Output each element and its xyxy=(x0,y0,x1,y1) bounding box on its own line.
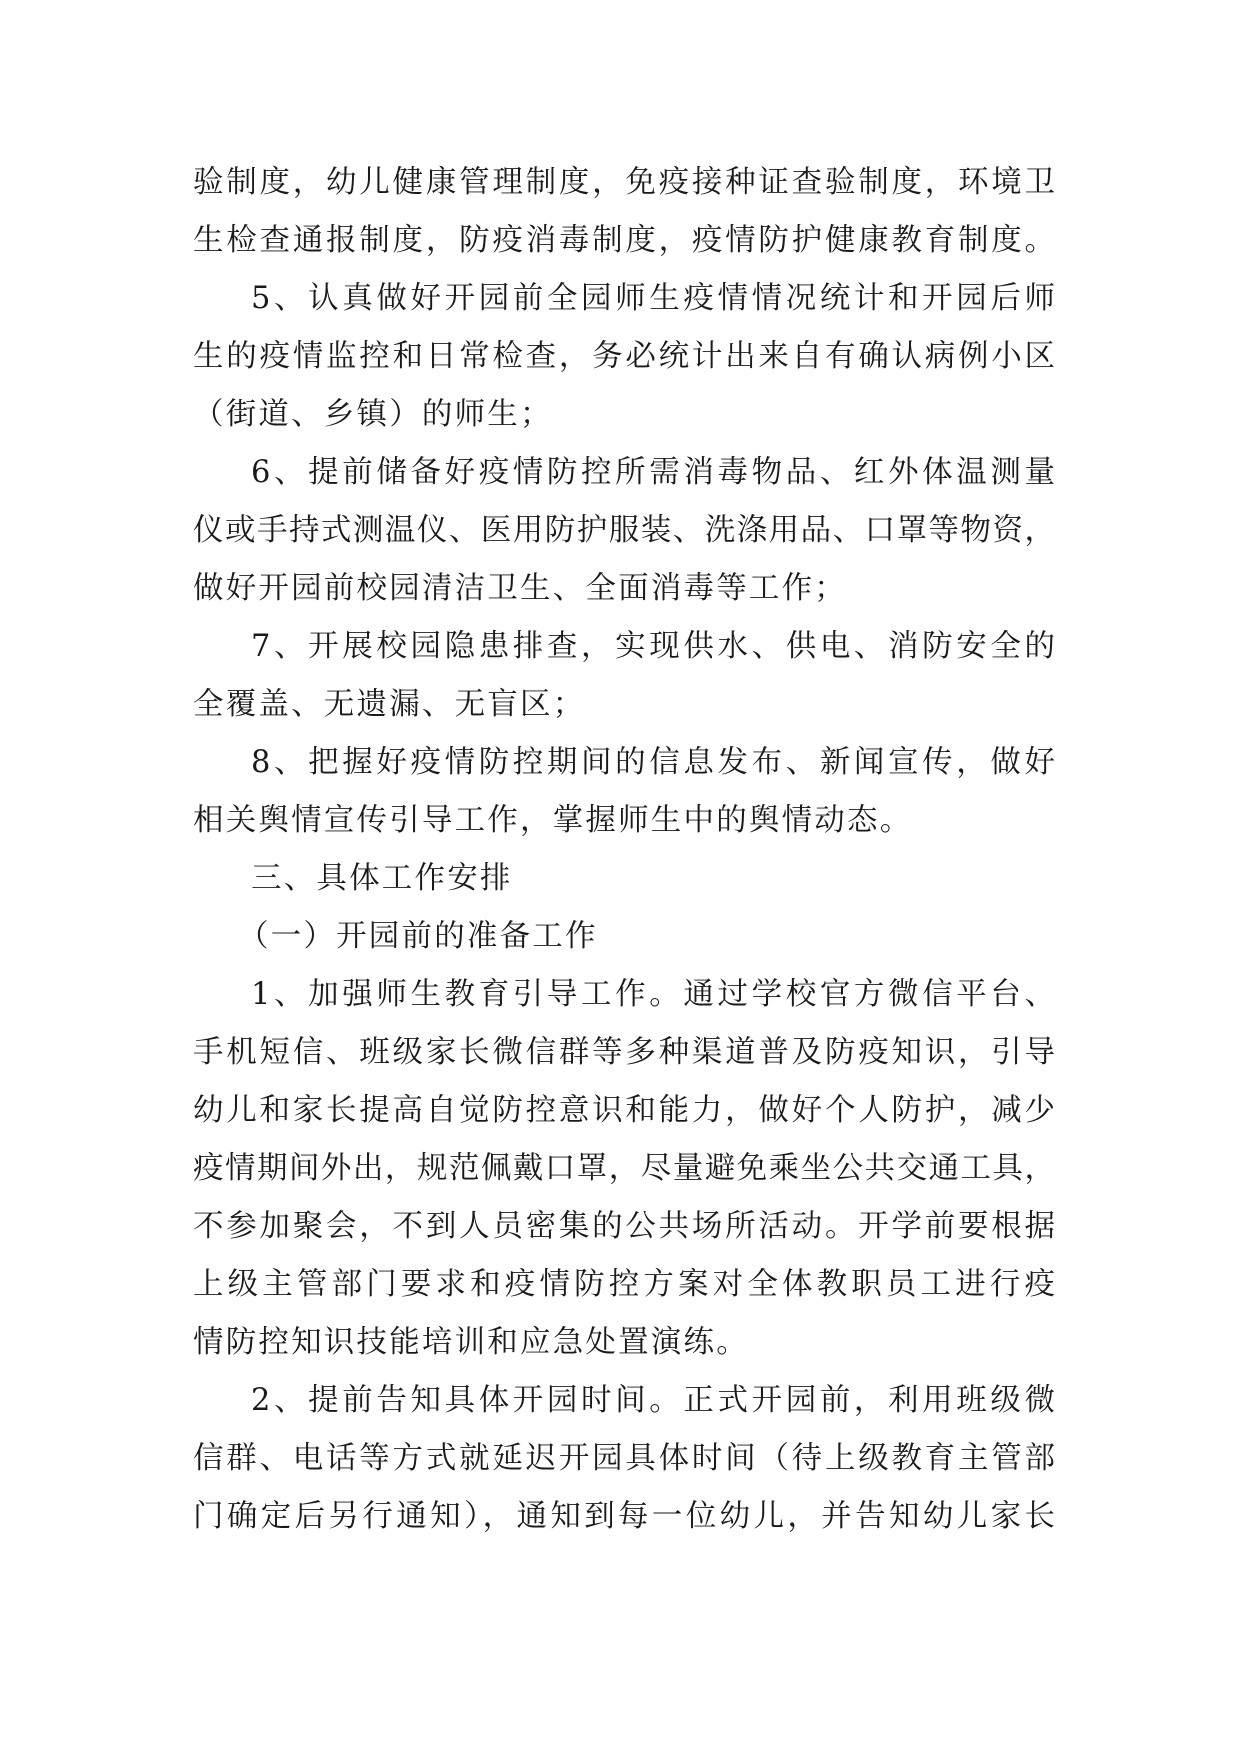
text-line: 手机短信、班级家长微信群等多种渠道普及防疫知识，引导 xyxy=(193,1035,1055,1070)
paragraph-item-1: 1、加强师生教育引导工作。通过学校官方微信平台、 xyxy=(251,977,1055,1012)
text-line: 上级主管部门要求和疫情防控方案对全体教职员工进行疫 xyxy=(193,1267,1055,1302)
text-line: 生的疫情监控和日常检查，务必统计出来自有确认病例小区 xyxy=(193,339,1055,374)
text-line: 全覆盖、无遗漏、无盲区； xyxy=(193,687,586,722)
document-body xyxy=(193,154,1055,1546)
text-line: （街道、乡镇）的师生； xyxy=(193,397,553,432)
paragraph-item-2: 2、提前告知具体开园时间。正式开园前，利用班级微 xyxy=(251,1383,1055,1418)
paragraph-item-5: 5、认真做好开园前全园师生疫情情况统计和开园后师 xyxy=(251,281,1055,316)
text-line: 信群、电话等方式就延迟开园具体时间（待上级教育主管部 xyxy=(193,1441,1055,1476)
paragraph-item-7: 7、开展校园隐患排查，实现供水、供电、消防安全的 xyxy=(251,629,1055,664)
text-line: 做好开园前校园清洁卫生、全面消毒等工作； xyxy=(193,571,847,606)
paragraph-item-8: 8、把握好疫情防控期间的信息发布、新闻宣传，做好 xyxy=(251,745,1055,780)
text-line: 生检查通报制度，防疫消毒制度，疫情防护健康教育制度。 xyxy=(193,223,1055,258)
text-line: 幼儿和家长提高自觉防控意识和能力，做好个人防护，减少 xyxy=(193,1093,1055,1128)
subsection-heading: （一）开园前的准备工作 xyxy=(238,919,598,954)
text-line: 疫情期间外出，规范佩戴口罩，尽量避免乘坐公共交通工具， xyxy=(193,1151,1055,1186)
text-line: 相关舆情宣传引导工作，掌握师生中的舆情动态。 xyxy=(193,803,913,838)
text-line: 不参加聚会，不到人员密集的公共场所活动。开学前要根据 xyxy=(193,1209,1055,1244)
paragraph-item-6: 6、提前储备好疫情防控所需消毒物品、红外体温测量 xyxy=(251,455,1055,490)
section-heading: 三、具体工作安排 xyxy=(251,861,513,896)
text-line: 验制度，幼儿健康管理制度，免疫接种证查验制度，环境卫 xyxy=(193,165,1055,200)
text-line: 门确定后另行通知），通知到每一位幼儿，并告知幼儿家长 xyxy=(193,1499,1055,1534)
text-line: 仪或手持式测温仪、医用防护服装、洗涤用品、口罩等物资， xyxy=(193,513,1055,548)
text-line: 情防控知识技能培训和应急处置演练。 xyxy=(193,1325,749,1360)
